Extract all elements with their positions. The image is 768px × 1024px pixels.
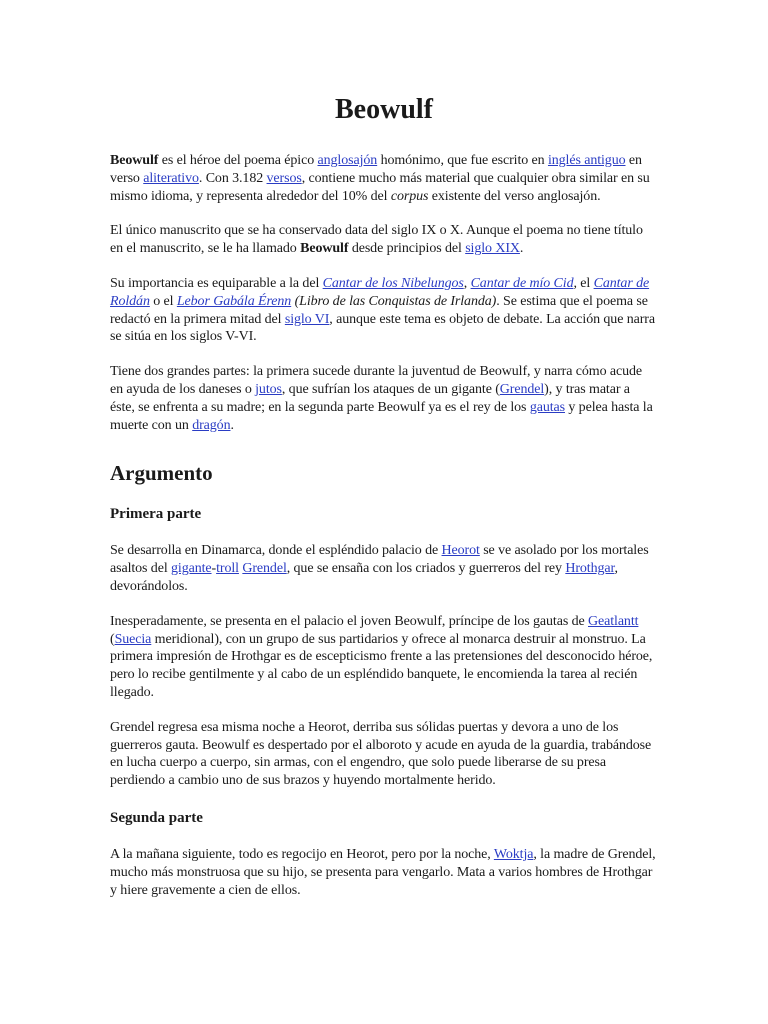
text-run: . Se estima que el poema se redactó en la primera mitad del <box>110 293 648 327</box>
italic-term: corpus <box>390 188 429 204</box>
link-versos[interactable]: versos <box>266 170 302 186</box>
page-title: Beowulf <box>335 94 433 125</box>
link-grendel-2[interactable]: Grendel <box>242 561 287 577</box>
link-hrothgar[interactable]: Hrothgar <box>565 561 615 577</box>
text-run: homónimo, que fue escrito en <box>377 153 548 168</box>
text-run: . <box>230 417 234 433</box>
link-gautas[interactable]: gautas <box>529 399 565 415</box>
link-siglo-xix[interactable]: siglo XIX <box>465 241 520 257</box>
paragraph-parts <box>110 363 658 434</box>
text-run: es el héroe del poema épico <box>158 153 318 168</box>
text-run: Grendel regresa esa misma noche a Heorot, derriba sus sólidas puertas y devora a uno de los guerreros gauta. Beowulf es despertado por el alboroto y acude en ayuda de la guardia, trabándose en lucha cuerpo a cuerpo, sin armas, con el engendro, que solo puede liberarse de su presa perdiendo a cambio uno de sus brazos y huyendo mortalmente herido. <box>110 719 652 789</box>
text-run: . Con 3.182 <box>198 170 267 186</box>
text-run: desde principios del <box>348 241 466 257</box>
link-siglo-vi[interactable]: siglo VI <box>284 311 330 327</box>
text-run: o el <box>149 293 177 309</box>
link-ingles-antiguo[interactable]: inglés antiguo <box>547 153 626 168</box>
section-heading-argumento: Argumento <box>110 461 213 486</box>
text-run: , contiene mucho más material que cualquier obra similar en su mismo idioma, y representa alrededor del 10% del <box>110 170 650 204</box>
link-dragon[interactable]: dragón <box>192 417 231 433</box>
paragraph-beowulf-arrives <box>110 613 658 702</box>
subsection-heading-segunda: Segunda parte <box>110 809 203 826</box>
paragraph-manuscript <box>110 222 658 258</box>
text-run: Tiene dos grandes partes: la primera sucede durante la juventud de Beowulf, y narra cómo acude en ayuda de los daneses o <box>110 364 643 397</box>
text-run: Se desarrolla en Dinamarca, donde el espléndido palacio de <box>110 543 442 559</box>
text-run: , que sufrían los ataques de un gigante ( <box>281 381 500 397</box>
text-run: en verso <box>110 153 642 186</box>
bold-term: Beowulf <box>110 153 159 168</box>
link-geatlantt[interactable]: Geatlantt <box>588 613 639 629</box>
link-woktja[interactable]: Woktja <box>493 846 534 862</box>
link-jutos[interactable]: jutos <box>255 381 282 397</box>
link-heorot[interactable]: Heorot <box>441 543 480 559</box>
paragraph-intro <box>110 152 658 205</box>
link-grendel[interactable]: Grendel <box>499 381 545 397</box>
text-run: meridional), con un grupo de sus partidarios y ofrece al monarca destruir al monstruo. La primera impresión de Hrothgar es de escepticismo frente a las pretensiones del desconocido héroe, pero lo recibe gentilmente y al cabo de un espléndido banquete, le encomienda la tarea al recién llegado. <box>110 631 653 700</box>
text-run: , <box>463 275 471 291</box>
text-run: - <box>211 561 217 577</box>
text-run: se ve asolado por los mortales asaltos del <box>110 543 649 577</box>
italic-term: (Libro de las Conquistas de Irlanda) <box>294 293 497 309</box>
paragraph-grendel-returns <box>110 719 658 790</box>
paragraph-importance <box>110 275 658 346</box>
paragraph-next-morning <box>110 846 658 899</box>
link-lebor-gabala[interactable]: Lebor Gabála Érenn <box>176 293 292 309</box>
text-run: , la madre de Grendel, mucho más monstruosa que su hijo, se presenta para vengarlo. Mata a varios hombres de Hrothgar y hiere gravemente a cien de ellos. <box>110 846 656 898</box>
subsection-heading-primera: Primera parte <box>110 506 202 523</box>
text-run: El único manuscrito que se ha conservado data del siglo IX o X. Aunque el poema no tiene título en el manuscrito, se le ha llamado <box>110 223 643 257</box>
text-run: y pelea hasta la muerte con un <box>110 399 653 433</box>
text-run: Inesperadamente, se presenta en el palacio el joven Beowulf, príncipe de los gautas de <box>110 613 588 629</box>
text-run: . <box>519 241 524 257</box>
text-run: , devorándolos. <box>110 561 618 594</box>
text-run: , el <box>573 275 594 291</box>
link-suecia[interactable]: Suecia <box>114 631 152 647</box>
link-troll[interactable]: troll <box>216 561 239 577</box>
text-run: Su importancia es equiparable a la del <box>110 275 323 291</box>
text-run: ( <box>110 631 115 647</box>
link-anglosajon[interactable]: anglosajón <box>317 153 378 168</box>
link-mio-cid[interactable]: Cantar de mío Cid <box>470 275 574 291</box>
document-page <box>110 90 658 916</box>
text-run: A la mañana siguiente, todo es regocijo en Heorot, pero por la noche, <box>110 846 494 862</box>
link-gigante[interactable]: gigante <box>171 561 212 577</box>
text-run: , que se ensaña con los criados y guerreros del rey <box>286 561 566 577</box>
link-nibelungos[interactable]: Cantar de los Nibelungos <box>322 275 464 291</box>
paragraph-dinamarca <box>110 542 658 595</box>
link-roldan[interactable]: Cantar de Roldán <box>110 275 650 309</box>
bold-term: Beowulf <box>300 241 349 257</box>
link-aliterativo[interactable]: aliterativo <box>143 170 199 186</box>
text-run: ), y tras matar a éste, se enfrenta a su madre; en la segunda parte Beowulf ya es el rey de los <box>110 381 630 415</box>
text-run: existente del verso anglosajón. <box>428 188 601 204</box>
text-run: , aunque este tema es objeto de debate. La acción que narra se sitúa en los siglos V-VI. <box>110 311 655 345</box>
